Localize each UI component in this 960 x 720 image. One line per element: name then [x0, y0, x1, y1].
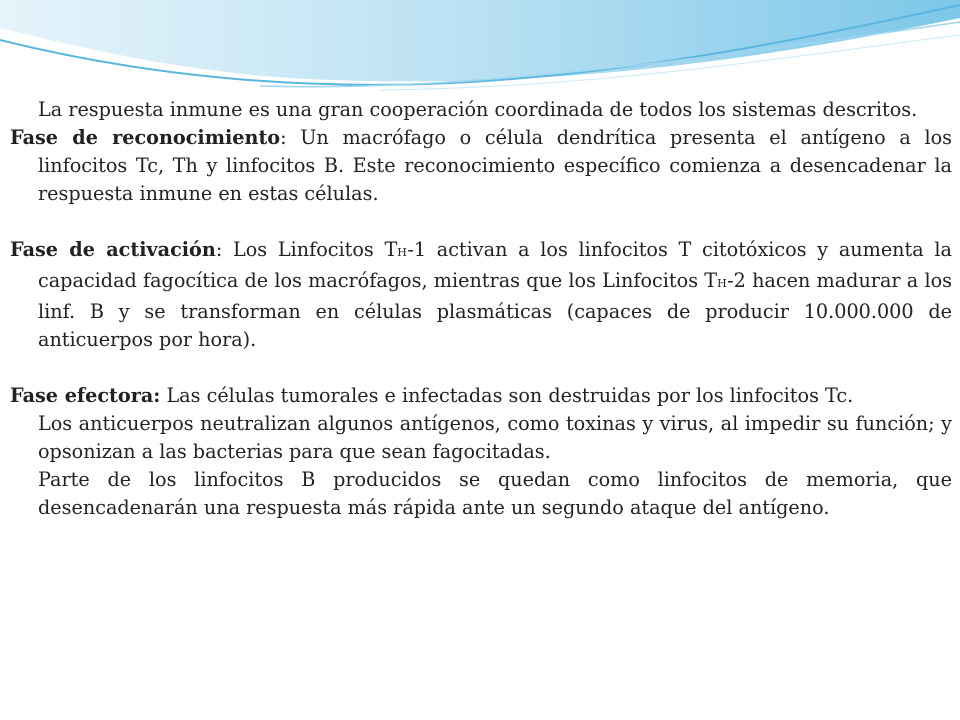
anticuerpos-paragraph: Los anticuerpos neutralizan algunos antígenos, como toxinas y virus, al impedir su función; y opsonizan a las bacterias para que sean fagocitadas.	[38, 412, 952, 463]
spacer	[10, 354, 952, 382]
activacion-text-a: : Los Linfocitos T	[215, 238, 398, 261]
reconocimiento-paragraph	[10, 124, 952, 208]
activacion-text-b: -1 activan a los linfocitos T citotóxicos y aumenta la capacidad fagocítica de los macrófagos, mientras que los Linfocitos T	[38, 238, 952, 292]
reconocimiento-text: : Un macrófago o célula dendrítica presenta el antígeno a los linfocitos Tc, Th y linfocitos B. Este reconocimiento específico comienza a desencadenar la respuesta inmune en estas células.	[38, 126, 952, 205]
activacion-paragraph	[10, 236, 952, 354]
efectora-heading: Fase efectora:	[10, 384, 161, 407]
header-wave-decoration	[0, 0, 960, 95]
activacion-subscript-a: H	[397, 246, 408, 259]
reconocimiento-heading: Fase de reconocimiento	[10, 126, 281, 149]
spacer	[10, 208, 952, 236]
efectora-paragraph	[10, 382, 952, 410]
activacion-heading: Fase de activación	[10, 238, 216, 261]
slide-body	[10, 96, 952, 522]
memoria-paragraph: Parte de los linfocitos B producidos se quedan como linfocitos de memoria, que desencadenarán una respuesta más rápida ante un segundo ataque del antígeno.	[38, 468, 952, 519]
activacion-text-c: -2 hacen madurar a los linf. B y se transforman en células plasmáticas (capaces de producir 10.000.000 de anticuerpos por hora).	[38, 269, 952, 351]
activacion-subscript-b: H	[717, 277, 728, 290]
efectora-text: Las células tumorales e infectadas son destruidas por los linfocitos Tc.	[160, 384, 854, 407]
intro-paragraph: La respuesta inmune es una gran cooperación coordinada de todos los sistemas descritos.	[38, 98, 918, 121]
